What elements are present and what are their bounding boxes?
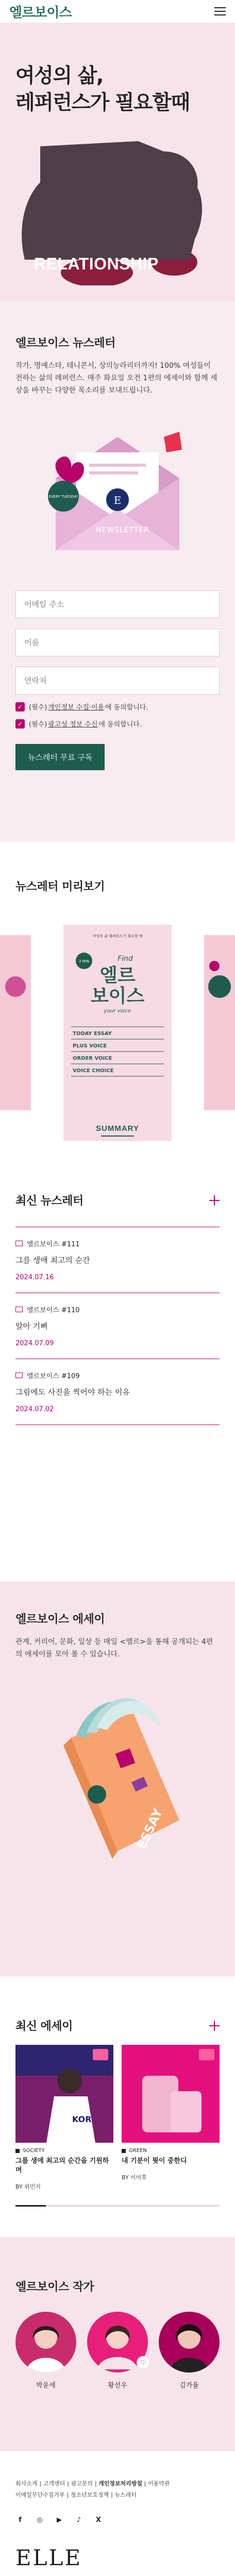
newsletter-section: [0, 301, 235, 842]
essay-title: 엘르보이스 에세이: [15, 1613, 105, 1626]
mail-icon: [15, 1372, 23, 1378]
preview-card-main[interactable]: [63, 925, 172, 1141]
more-essays-plus-icon[interactable]: [209, 2021, 220, 2031]
preview-find: Find: [118, 955, 133, 963]
email-input[interactable]: [24, 600, 211, 609]
preview-carousel[interactable]: [0, 925, 235, 1141]
summary-label[interactable]: SUMMARY: [96, 1124, 139, 1133]
preview-row-2: ORDER VOICE: [73, 1056, 112, 1061]
name-input[interactable]: [24, 638, 211, 647]
essay-card-image: [15, 2045, 113, 2143]
writer-name: 김가율: [179, 2382, 199, 2389]
email-field-wrapper: [15, 590, 220, 618]
preview-card-next[interactable]: [204, 935, 235, 1110]
newsletter-item-date: 2024.07.09: [15, 1340, 54, 1347]
youtube-icon[interactable]: ▶: [57, 2516, 62, 2524]
footer-link[interactable]: 이메일무단수집거부: [15, 2492, 65, 2498]
footer-links: 회사소개 | 고객센터 | 광고문의 | 개인정보처리방침 | 이용약관 이메일무단수집거부 | 청소년보호정책 | 뉴스레터: [15, 2480, 170, 2498]
writer-card[interactable]: [87, 2312, 148, 2389]
latest-essays-section: [0, 1976, 235, 2237]
footer-link[interactable]: 광고문의: [71, 2480, 93, 2487]
phone-input[interactable]: [24, 676, 211, 685]
writer-name: 황선우: [108, 2382, 127, 2389]
avatar: [15, 2312, 76, 2372]
tiktok-icon[interactable]: ♪: [76, 2516, 81, 2524]
preview-badge: 3 MIN: [78, 959, 90, 963]
footer-link[interactable]: 이용약관: [147, 2480, 170, 2487]
x-icon[interactable]: X: [95, 2516, 102, 2524]
consent-privacy-link[interactable]: 개인정보 수집·이용: [48, 704, 104, 711]
preview-card-prev[interactable]: [0, 935, 31, 1110]
essay-card[interactable]: [122, 2045, 220, 2191]
newsletter-item-title: 그림에도 사진을 찍어야 하는 이유: [15, 1387, 130, 1397]
book-label: ESSAY: [134, 1806, 166, 1852]
latest-newsletters-title: 최신 뉴스레터: [15, 1195, 83, 1208]
essay-card-author: BY 위민지: [15, 2183, 41, 2190]
footer-link[interactable]: 회사소개: [15, 2480, 38, 2487]
phone-field-wrapper: [15, 667, 220, 694]
writer-card[interactable]: [15, 2312, 76, 2389]
newsletter-item-date: 2024.07.16: [15, 1274, 54, 1281]
writer-name: 박윤세: [36, 2382, 56, 2389]
svg-text:KOR: KOR: [72, 2114, 92, 2124]
header: [0, 0, 235, 23]
name-field-wrapper: [15, 629, 220, 656]
preview-section: [0, 842, 235, 1151]
preview-your-voice: your voice: [104, 1008, 131, 1014]
newsletter-list-item[interactable]: [15, 1359, 220, 1425]
avatar: [159, 2312, 220, 2372]
footer: [0, 2451, 235, 2576]
essay-carousel-progress[interactable]: [15, 2205, 220, 2207]
writer-card[interactable]: [159, 2312, 220, 2389]
newsletter-list-item[interactable]: [15, 1293, 220, 1359]
hamburger-icon[interactable]: [214, 7, 226, 15]
consent-marketing-prefix: (필수): [29, 721, 47, 728]
svg-text:E: E: [113, 494, 122, 506]
essay-card-author: BY 이미후: [122, 2174, 147, 2181]
newsletter-list-item[interactable]: [15, 1227, 220, 1293]
consent-privacy-checkbox[interactable]: ✓: [15, 702, 25, 711]
facebook-icon[interactable]: f: [19, 2516, 22, 2524]
summary-underline: [101, 1136, 134, 1137]
newsletter-number: 엘르보이스 #109: [27, 1372, 80, 1380]
latest-essays-title: 최신 에세이: [15, 2020, 73, 2033]
newsletter-item-title: 그를 생애 최고의 순간: [15, 1256, 90, 1265]
essay-card[interactable]: [15, 2045, 113, 2191]
consent-marketing-link[interactable]: 광고성 정보 수신: [48, 721, 98, 728]
subscribe-button[interactable]: 뉴스레터 무료 구독: [15, 744, 105, 770]
essay-card-title: 그를 생애 최고의 순간을 기원하며: [15, 2157, 109, 2174]
consent-privacy-row: [15, 702, 220, 711]
subscribe-form: [15, 590, 220, 694]
footer-link-privacy[interactable]: 개인정보처리방침: [98, 2480, 143, 2487]
newsletter-title: 엘르보이스 뉴스레터: [15, 337, 115, 350]
site-logo[interactable]: 엘르보이스: [9, 5, 72, 21]
mail-icon: [15, 1241, 23, 1246]
category-dot: [15, 2149, 20, 2153]
consent-marketing-checkbox[interactable]: ✓: [15, 719, 25, 728]
footer-link[interactable]: 청소년보호정책: [70, 2492, 109, 2498]
latest-essays-header: [15, 2018, 220, 2033]
latest-newsletters-header: [15, 1192, 220, 1208]
avatar: [87, 2312, 148, 2372]
essay-category: GREEN: [129, 2148, 147, 2154]
hero-line-1: 여성의 삶,: [15, 64, 104, 88]
latest-newsletters-section: [0, 1151, 235, 1582]
essay-card-title: 내 기분이 뭣이 중한디: [122, 2157, 187, 2165]
consent-marketing-row: [15, 719, 220, 728]
every-tuesday-badge: EVERY TUESDAY: [48, 495, 78, 499]
more-newsletters-plus-icon[interactable]: [209, 1195, 220, 1206]
preview-logo-line2: 보이스: [90, 986, 145, 1007]
social-links: [15, 2515, 220, 2524]
hero-section: [0, 23, 235, 301]
essay-card-image: [122, 2045, 220, 2143]
preview-kicker: 여성의 삶 레퍼런스가 필요할 때: [92, 934, 143, 938]
consent-marketing-suffix: 에 동의합니다.: [98, 721, 142, 728]
footer-link[interactable]: 고객센터: [43, 2480, 65, 2487]
essay-description: 관계, 커리어, 문화, 일상 등 매일 <엘르>을 통해 공개되는 4편의 에세이를 모아 볼 수 있습니다.: [15, 1638, 213, 1658]
newsletter-number: 엘르보이스 #110: [27, 1307, 80, 1314]
newsletter-item-title: 알아 기뻐: [15, 1321, 48, 1331]
newsletter-envelope-illustration: [40, 421, 195, 561]
newsletter-item-date: 2024.07.02: [15, 1405, 54, 1413]
envelope-label: NEWSLETTER: [95, 526, 150, 534]
writers-section: [0, 2237, 235, 2451]
category-dot: [122, 2149, 126, 2153]
elle-logo[interactable]: ELLE: [15, 2545, 82, 2570]
newsletter-description: 작가, 명예스타, 테니콘서, 상의능라리터까지! 100% 여성들이 전하는 삶의 레퍼런스. 매주 화요일 오전 1편의 에세이와 함께 세상을 바꾸는 다양한 목소리를 보내드립니다.: [15, 362, 217, 395]
preview-row-3: VOICE CHOICE: [73, 1068, 114, 1074]
essay-carousel-progress-fill: [15, 2205, 46, 2207]
instagram-icon[interactable]: ◎: [37, 2516, 43, 2524]
favorite-heart-icon[interactable]: ♡: [137, 2356, 150, 2369]
essay-category: SOCIETY: [23, 2148, 45, 2154]
hero-headline: [15, 63, 220, 116]
writers-title: 엘르보이스 작가: [15, 2281, 94, 2294]
consent-privacy-suffix: 에 동의합니다.: [105, 704, 148, 711]
consent-privacy-prefix: (필수): [29, 704, 47, 711]
mail-icon: [15, 1307, 23, 1312]
hero-line-2: 레퍼런스가 필요할때: [15, 91, 190, 114]
newsletter-list: [15, 1227, 220, 1425]
writer-list: [15, 2312, 220, 2389]
essay-book-illustration: [40, 1681, 195, 1867]
newsletter-number: 엘르보이스 #111: [27, 1241, 80, 1248]
preview-logo-line1: 엘르: [99, 965, 136, 986]
preview-row-0: TODAY ESSAY: [73, 1031, 112, 1037]
hero-label: RELATIONSHIP: [34, 255, 159, 273]
preview-title: 뉴스레터 미리보기: [15, 880, 105, 893]
essay-section: [0, 1582, 235, 1976]
essay-card-list: [15, 2045, 220, 2191]
footer-link[interactable]: 뉴스레터: [114, 2492, 137, 2498]
preview-row-1: PLUS VOICE: [73, 1043, 107, 1049]
